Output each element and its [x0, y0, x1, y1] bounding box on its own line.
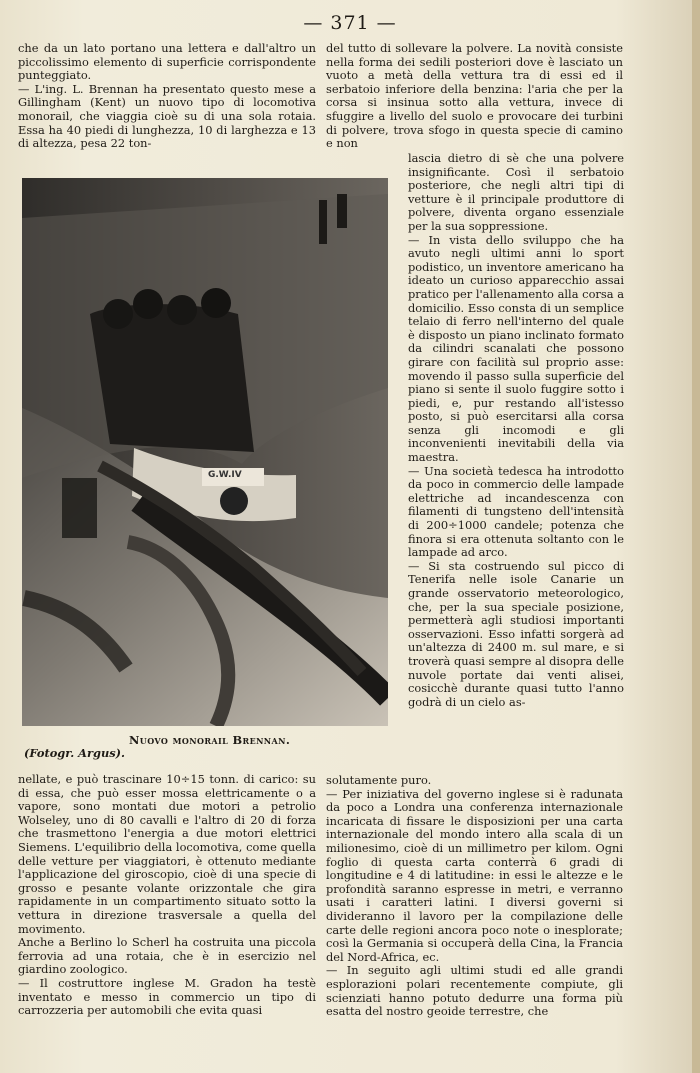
monorail-photo-svg — [22, 178, 388, 726]
right-column-top-text: del tutto di sollevare la polvere. La novità consiste nella forma dei sedili posteriori dove è lasciato un vuoto a metà della vettura tra di essi ed il serbatoio inferiore della benzina: l'aria che per la corsa si insinua sotto alla vettura, invece di sfuggire a livello del suolo e provocare dei turbini di polvere, trova sfogo in questa specie di camino e non — [326, 41, 623, 151]
vehicle-label: G.W.IV — [208, 470, 242, 480]
left-column-bottom-text: nellate, e può trascinare 10÷15 tonn. di carico: su di essa, che può esser mossa elettricamente o a vapore, sono montati due motori a petrolio Wolseley, uno di 80 cavalli e l'altro di 20 di forza che trasmettono l'energia a due motori elettrici Siemens. L'equilibrio della locomotiva, come quella delle vetture per viaggiatori, è ottenuto mediante l'applicazione del giroscopio, cioè di una specie di grosso e pesante volante orizzontale che gira rapidamente in un compartimento situato sotto la vettura in direzione trasversale a quella del movimento. Anche a Berlino lo Scherl ha costruita una piccola ferrovia ad una rotaia, che è in esercizio nel giardino zoologico. — Il costruttore inglese M. Gradon ha testè inventato e messo in commercio un tipo di carrozzeria per automobili che evita quasi — [18, 772, 316, 1018]
left-column-top-text: che da un lato portano una lettera e dall'altro un piccolissimo elemento di superficie corrispondente punteggiato. — L'ing. L. Brennan ha presentato questo mese a Gillingham (Kent) un nuovo tipo di locomotiva monorail, che viaggia cioè su di una sola rotaia. Essa ha 40 piedi di lunghezza, 10 di larghezza e 13 di altezza, pesa 22 ton- — [18, 41, 316, 151]
right-column-bottom-text: solutamente puro. — Per iniziativa del governo inglese si è radunata da poco a Londra una conferenza internazionale incaricata di fissare le disposizioni per una carta internazionale del mondo intero alla scala di un milionesimo, cioè di un millimetro per kilom. Ogni foglio di questa carta conterrà 6 gradi di longitudine e 4 di latitudine: in essi le altezze e le profondità saranno espresse in metri, e verranno usati i caratteri latini. I diversi governi si divideranno il lavoro per la compilazione delle carte delle regioni ancora poco note o inesplorate; così la Germania si occuperà della Cina, la Francia del Nord-Africa, ec. — In seguito agli ultimi studi ed alle grandi esplorazioni polari recentemente compiute, gli scienziati hanno potuto dedurre una forma più esatta del nostro geoide terrestre, che — [326, 773, 623, 1019]
photo-credit: (Fotogr. Argus). — [24, 746, 126, 760]
right-column-middle-text: lascia dietro di sè che una polvere insignificante. Così il serbatoio posteriore, che negli altri tipi di vetture è il principale produttore di polvere, diventa organo essenziale per la sua soppressione. — In vista dello sviluppo che ha avuto negli ultimi anni lo sport podistico, un inventore americano ha ideato un curioso apparecchio assai pratico per l'allenamento alla corsa a domicilio. Esso consta di un semplice telaio di ferro nell'interno del quale è disposto un piano inclinato formato da cilindri scanalati che possono girare con facilità sul proprio asse: movendo il passo sulla superficie del piano si sente il suolo fuggire sotto i piedi, e, pur restando all'istesso posto, si può esercitarsi alla corsa senza gli incomodi e gli inconvenienti inevitabili della via maestra. — Una società tedesca ha introdotto da poco in commercio delle lampade elettriche ad incandescenza con filamenti di tungsteno dell'intensità di 200÷1000 candele; potenza che finora si era ottenuta soltanto con le lampade ad arco. — Si sta costruendo sul picco di Tenerifa nelle isole Canarie un grande osservatorio meteorologico, che, per la sua speciale posizione, permetterà agli studiosi importanti osservazioni. Esso infatti sorgerà ad un'altezza di 2400 m. sul mare, e si troverà quasi sempre al disopra delle nuvole portate dai venti alisei, cosicchè durante quasi tutto l'anno godrà di un cielo as- — [408, 151, 624, 709]
page-edge-shadow — [692, 0, 700, 1073]
monorail-photograph — [22, 178, 388, 726]
caption-title: Nuovo monorail Brennan. — [129, 733, 291, 747]
page-number: — 371 — — [303, 12, 397, 34]
